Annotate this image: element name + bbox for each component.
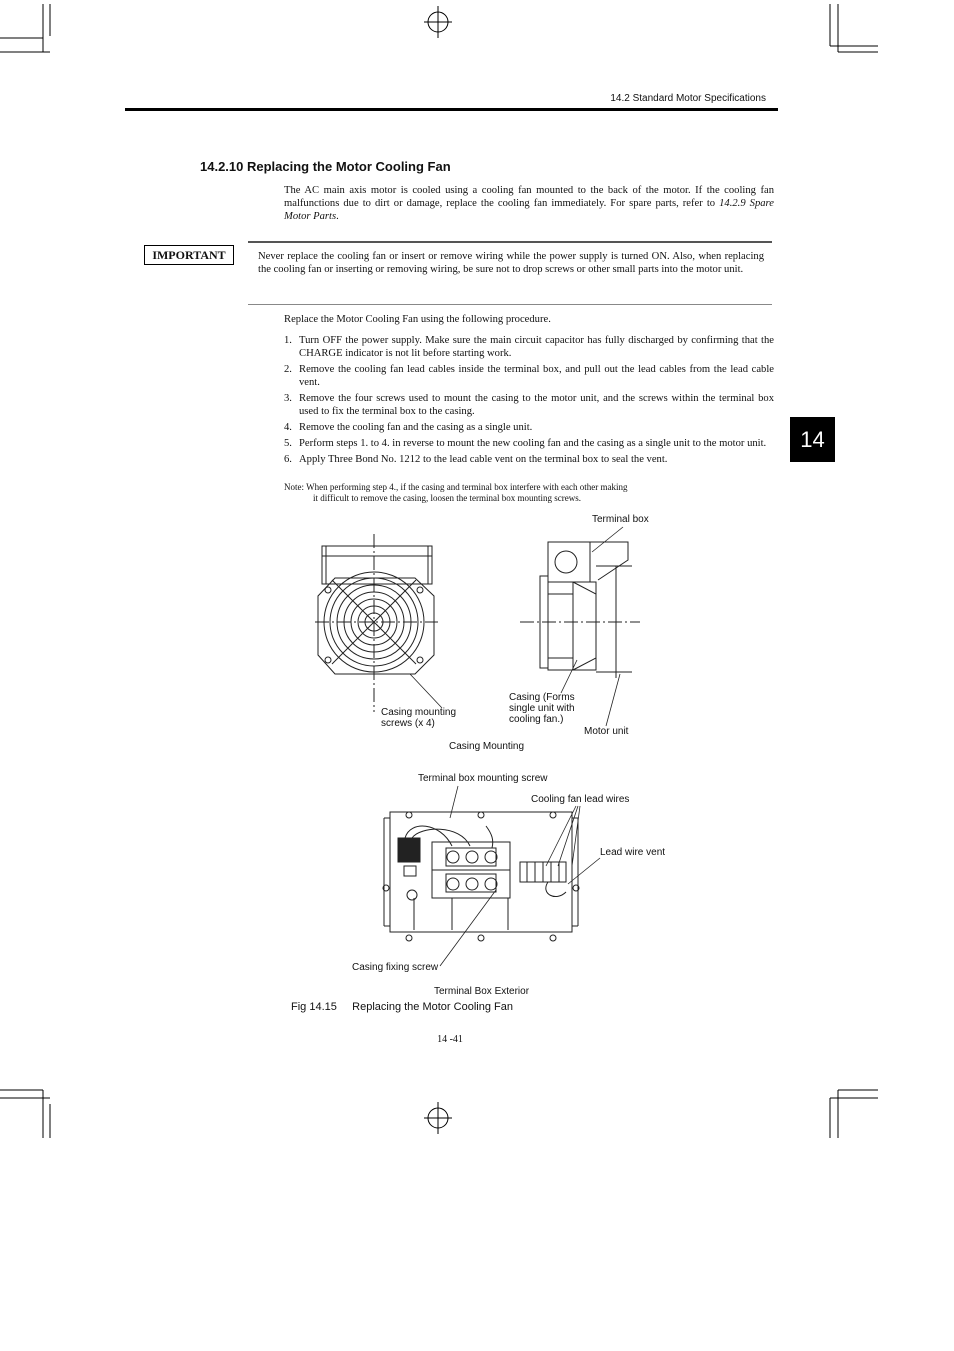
important-label: IMPORTANT [144,245,234,265]
step-text: Perform steps 1. to 4. in reverse to mount the new cooling fan and the casing as a single unit to the motor unit. [299,438,767,449]
section-title: 14.2.10 Replacing the Motor Cooling Fan [200,159,451,174]
label-motor-unit: Motor unit [584,726,629,737]
running-header: 14.2 Standard Motor Specifications [610,93,766,104]
label-terminal-box: Terminal box [592,514,649,525]
label-casing-mounting: Casing Mounting [449,741,525,752]
note-line-1: Note: When performing step 4., if the casing and terminal box interfere with each other making [284,482,628,492]
label-casing-screws-2: screws (x 4) [381,718,435,729]
label-tb-exterior: Terminal Box Exterior [434,986,530,997]
step-number: 3. [284,393,292,404]
chapter-tab: 14 [790,417,835,462]
step-text: Remove the cooling fan lead cables inside the terminal box, and pull out the lead cables from the lead cable vent. [299,364,774,388]
note-line-2: it difficult to remove the casing, loosen the terminal box mounting screws. [313,493,582,503]
label-fan-lead-wires: Cooling fan lead wires [531,794,630,805]
step-number: 6. [284,454,292,465]
step-number: 4. [284,422,292,433]
intro-text: The AC main axis motor is cooled using a cooling fan mounted to the back of the motor. If the cooling fan malfunctions due to dirt or damage, replace the cooling fan immediately. For spare parts, refer to [284,185,774,209]
step-number: 5. [284,438,292,449]
motor-side-drawing [520,542,640,678]
step-text: Apply Three Bond No. 1212 to the lead cable vent on the terminal box to seal the vent. [299,454,668,465]
step-number: 2. [284,364,292,375]
step-text: Remove the four screws used to mount the casing to the motor unit, and the screws within the terminal box used to fix the terminal box to the casing. [299,393,774,417]
label-tb-mount-screw: Terminal box mounting screw [418,773,548,784]
intro-reference: 14.2.9 Spare Motor Parts [284,198,774,222]
page-number: 14 -41 [437,1034,463,1045]
label-lead-wire-vent: Lead wire vent [600,847,666,858]
terminal-box-drawing [383,812,579,941]
label-casing-forms-2: single unit with [509,703,575,714]
step-number: 1. [284,335,292,346]
procedure-intro: Replace the Motor Cooling Fan using the following procedure. [284,314,551,325]
fan-casing-front-drawing [315,534,438,712]
label-casing-screws-1: Casing mounting [381,707,457,718]
label-casing-forms-1: Casing (Forms [509,692,575,703]
label-casing-forms-3: cooling fan.) [509,714,564,725]
important-text: Never replace the cooling fan or insert or remove wiring while the power supply is turned ON. Also, when replacing the cooling fan or inserting or removing wiring, be sure not to drop screws or other small parts into the motor unit. [258,251,764,275]
label-casing-fixing-screw: Casing fixing screw [352,962,439,973]
intro-end: . [336,211,339,222]
step-text: Turn OFF the power supply. Make sure the main circuit capacitor has fully discharged by confirming that the CHARGE indicator is not lit before starting work. [299,335,774,359]
step-text: Remove the cooling fan and the casing as a single unit. [299,422,533,433]
figure-caption: Fig 14.15 Replacing the Motor Cooling Fan [291,1001,513,1013]
